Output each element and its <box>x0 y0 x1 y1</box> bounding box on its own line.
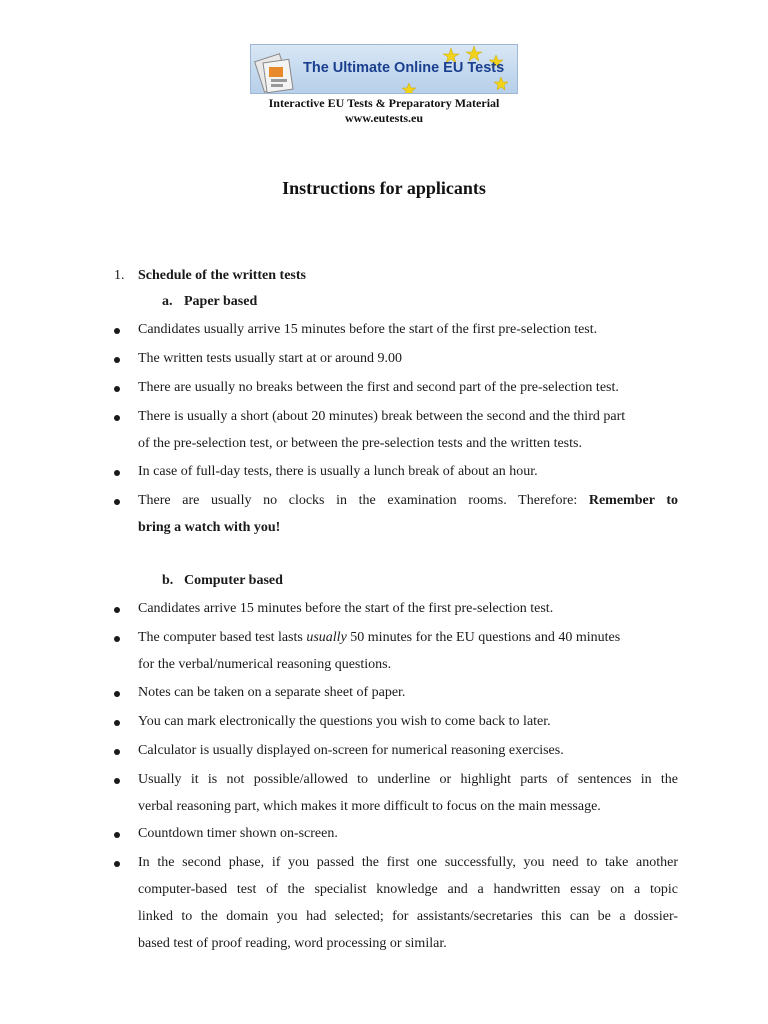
bullet-icon <box>114 328 120 334</box>
list-item: Notes can be taken on a separate sheet of paper. <box>138 685 406 700</box>
list-item: You can mark electronically the questions you wish to come back to later. <box>138 714 551 729</box>
list-item <box>138 630 620 646</box>
banner-logo-text: The Ultimate Online EU Tests <box>303 60 505 76</box>
list-item: There are usually no breaks between the first and second part of the pre-selection test. <box>138 380 619 395</box>
reminder-emphasis: Remember to <box>588 493 678 508</box>
list-item-continuation: verbal reasoning part, which makes it more difficult to focus on the main message. <box>138 799 601 814</box>
bullet-icon <box>114 636 120 642</box>
list-item: There is usually a short (about 20 minutes) break between the second and the third part <box>138 409 626 424</box>
bullet-icon <box>114 749 120 755</box>
eutests-banner-logo <box>250 44 518 94</box>
bullet-icon <box>114 357 120 363</box>
list-item-continuation: computer-based test of the specialist knowledge and a handwritten essay on a topic <box>138 882 678 897</box>
bullet-icon <box>114 470 120 476</box>
bullet-icon <box>114 861 120 867</box>
list-item: Usually it is not possible/allowed to underline or highlight parts of sentences in the <box>138 772 678 787</box>
list-item: In case of full-day tests, there is usually a lunch break of about an hour. <box>138 464 538 479</box>
list-item-watch-reminder <box>138 493 678 509</box>
section-number: 1. <box>114 268 125 283</box>
header-subtitle: Interactive EU Tests & Preparatory Material <box>268 96 500 110</box>
subsection-letter-b: b. <box>162 573 174 588</box>
bullet-icon <box>114 691 120 697</box>
list-item: Candidates usually arrive 15 minutes before the start of the first pre-selection test. <box>138 322 598 337</box>
subsection-letter-a: a. <box>162 294 173 309</box>
list-item: In the second phase, if you passed the first one successfully, you need to take another <box>138 855 678 870</box>
list-item-continuation: for the verbal/numerical reasoning questions. <box>138 657 392 672</box>
bullet-icon <box>114 778 120 784</box>
bullet-icon <box>114 607 120 613</box>
subsection-heading-computer: Computer based <box>184 573 283 588</box>
list-item: Candidates arrive 15 minutes before the start of the first pre-selection test. <box>138 601 554 616</box>
text-part: 50 minutes for the EU questions and 40 minutes <box>346 630 621 645</box>
list-item-continuation: linked to the domain you had selected; for assistants/secretaries this can be a dossier- <box>138 909 678 924</box>
list-item: Countdown timer shown on-screen. <box>138 826 338 841</box>
bullet-icon <box>114 499 120 505</box>
bullet-icon <box>114 386 120 392</box>
header-url: www.eutests.eu <box>345 111 423 125</box>
page-title: Instructions for applicants <box>282 178 486 198</box>
list-item: The written tests usually start at or around 9.00 <box>138 351 402 366</box>
tests-papers-icon <box>255 54 293 93</box>
text-part: The computer based test lasts <box>138 630 307 645</box>
list-item: Calculator is usually displayed on-screen for numerical reasoning exercises. <box>138 743 564 758</box>
italic-emphasis: usually <box>306 630 347 645</box>
reminder-text: There are usually no clocks in the examination rooms. Therefore: <box>138 493 578 508</box>
bullet-icon <box>114 832 120 838</box>
section-heading: Schedule of the written tests <box>138 268 306 283</box>
list-item-continuation: based test of proof reading, word processing or similar. <box>138 936 447 951</box>
subsection-heading-paper: Paper based <box>184 294 258 309</box>
bullet-icon <box>114 415 120 421</box>
reminder-emphasis-continuation: bring a watch with you! <box>138 520 281 535</box>
list-item-continuation: of the pre-selection test, or between the pre-selection tests and the written tests. <box>138 436 582 451</box>
bullet-icon <box>114 720 120 726</box>
